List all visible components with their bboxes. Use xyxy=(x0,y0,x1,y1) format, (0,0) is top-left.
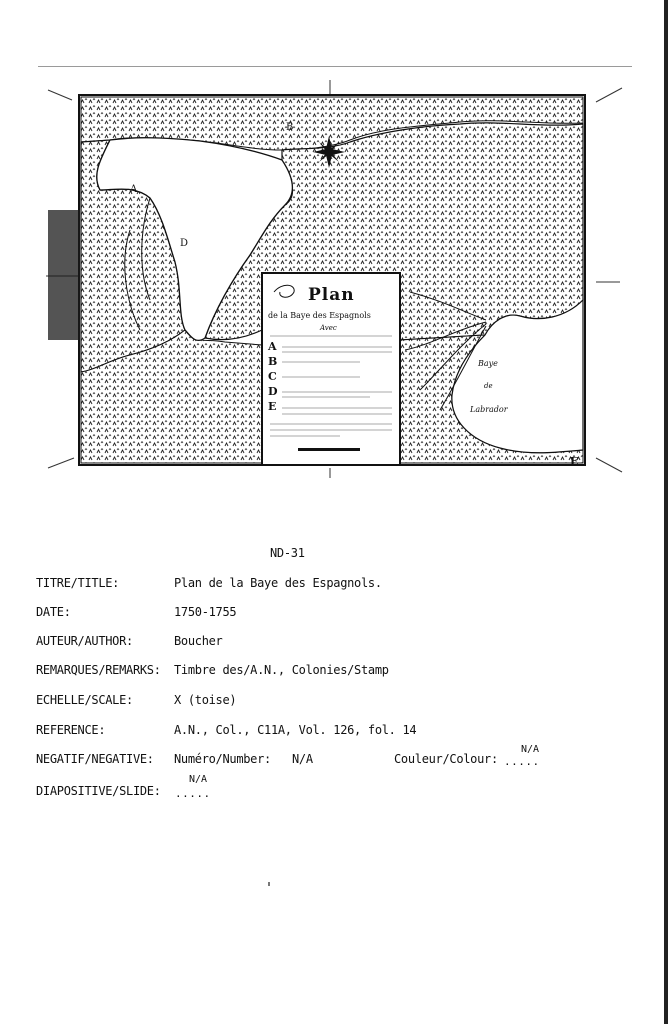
negative-colour-label: Couleur/Colour: xyxy=(394,752,498,766)
slide-value: N/A xyxy=(189,774,208,785)
legend-letter-e: E xyxy=(268,400,277,413)
map-letter-b: B xyxy=(286,122,294,133)
colour-dotted-line: ..... xyxy=(504,755,540,768)
field-value-title: Plan de la Baye des Espagnols. xyxy=(174,576,382,590)
bay-label-line3: Labrador xyxy=(470,405,508,414)
legend-letter-c: C xyxy=(268,370,277,383)
field-label-scale: ECHELLE/SCALE: xyxy=(36,693,133,707)
field-value-author: Boucher xyxy=(174,634,223,648)
negative-number-label: Numéro/Number: xyxy=(174,752,271,766)
bay-label-line2: de xyxy=(484,382,493,390)
legend-letter-d: D xyxy=(268,385,278,398)
field-value-date: 1750-1755 xyxy=(174,605,237,619)
slide-dotted-line: ..... xyxy=(175,787,211,800)
field-value-remarks: Timbre des/A.N., Colonies/Stamp xyxy=(174,663,389,677)
field-value-scale: X (toise) xyxy=(174,693,237,707)
page-edge xyxy=(664,0,668,1024)
map-image xyxy=(0,0,668,490)
stray-mark xyxy=(268,882,270,886)
field-label-remarks: REMARQUES/REMARKS: xyxy=(36,663,161,677)
field-label-slide: DIAPOSITIVE/SLIDE: xyxy=(36,784,161,798)
field-label-negative: NEGATIF/NEGATIVE: xyxy=(36,752,154,766)
map-letter-a: A xyxy=(130,184,138,195)
negative-number-value: N/A xyxy=(292,752,313,766)
negative-colour-value: N/A xyxy=(521,744,540,755)
field-label-date: DATE: xyxy=(36,605,71,619)
cartouche-title: Plan xyxy=(308,285,355,305)
record-id: ND-31 xyxy=(270,546,305,560)
cartouche-subtitle: de la Baye des Espagnols xyxy=(268,311,371,320)
scale-bar xyxy=(298,448,360,451)
legend-letter-a: A xyxy=(268,340,277,353)
cartouche-avec: Avec xyxy=(320,324,337,332)
field-label-author: AUTEUR/AUTHOR: xyxy=(36,634,133,648)
field-label-title: TITRE/TITLE: xyxy=(36,576,120,590)
map-letter-d: D xyxy=(180,238,189,249)
field-label-reference: REFERENCE: xyxy=(36,723,106,737)
field-value-reference: A.N., Col., C11A, Vol. 126, fol. 14 xyxy=(174,723,417,737)
bay-label-line1: Baye xyxy=(478,359,498,368)
cartouche xyxy=(262,273,400,465)
map-letter-e: E xyxy=(570,455,579,468)
legend-letter-b: B xyxy=(268,355,278,368)
